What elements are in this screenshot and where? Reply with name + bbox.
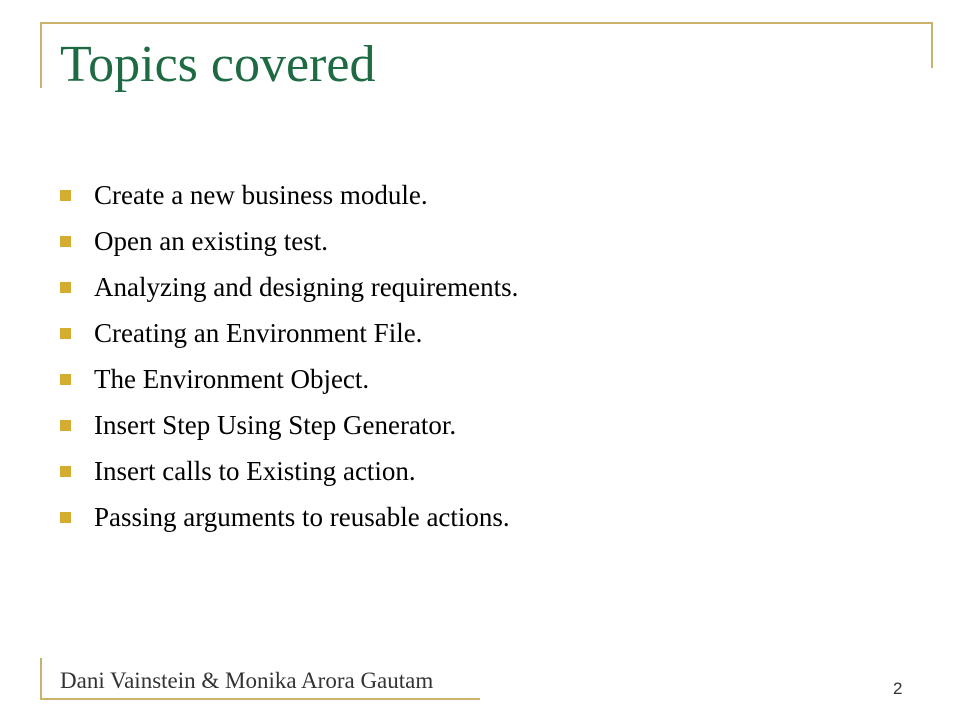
- footer-frame-bottom-rule: [40, 698, 480, 700]
- bullet-square-icon: [60, 328, 71, 339]
- topic-text: The Environment Object.: [94, 363, 370, 394]
- topic-text: Open an existing test.: [94, 225, 328, 256]
- footer-frame-left-rule: [40, 658, 42, 700]
- bullet-square-icon: [60, 190, 71, 201]
- page-number: 2: [893, 679, 903, 698]
- bullet-square-icon: [60, 466, 71, 477]
- bullet-square-icon: [60, 282, 71, 293]
- slide-frame-right-rule: [931, 22, 933, 68]
- topic-text: Insert calls to Existing action.: [94, 455, 416, 486]
- topic-text: Create a new business module.: [94, 179, 428, 210]
- topic-item: [60, 356, 518, 402]
- topic-item: [60, 264, 518, 310]
- topic-item: [60, 494, 518, 540]
- topic-item: [60, 218, 518, 264]
- bullet-square-icon: [60, 374, 71, 385]
- topic-text: Insert Step Using Step Generator.: [94, 409, 457, 440]
- topic-item: [60, 172, 518, 218]
- footer-author: Dani Vainstein & Monika Arora Gautam: [60, 668, 434, 693]
- topic-list: [60, 172, 518, 540]
- topic-item: [60, 310, 518, 356]
- topic-text: Analyzing and designing requirements.: [94, 271, 519, 302]
- bullet-square-icon: [60, 512, 71, 523]
- topic-text: Creating an Environment File.: [94, 317, 423, 348]
- bullet-square-icon: [60, 420, 71, 431]
- topic-item: [60, 402, 518, 448]
- topic-item: [60, 448, 518, 494]
- topic-text: Passing arguments to reusable actions.: [94, 501, 510, 532]
- slide-title: Topics covered: [60, 36, 376, 93]
- slide-frame-left-rule: [40, 22, 42, 88]
- slide-frame-top-rule: [40, 22, 933, 24]
- bullet-square-icon: [60, 236, 71, 247]
